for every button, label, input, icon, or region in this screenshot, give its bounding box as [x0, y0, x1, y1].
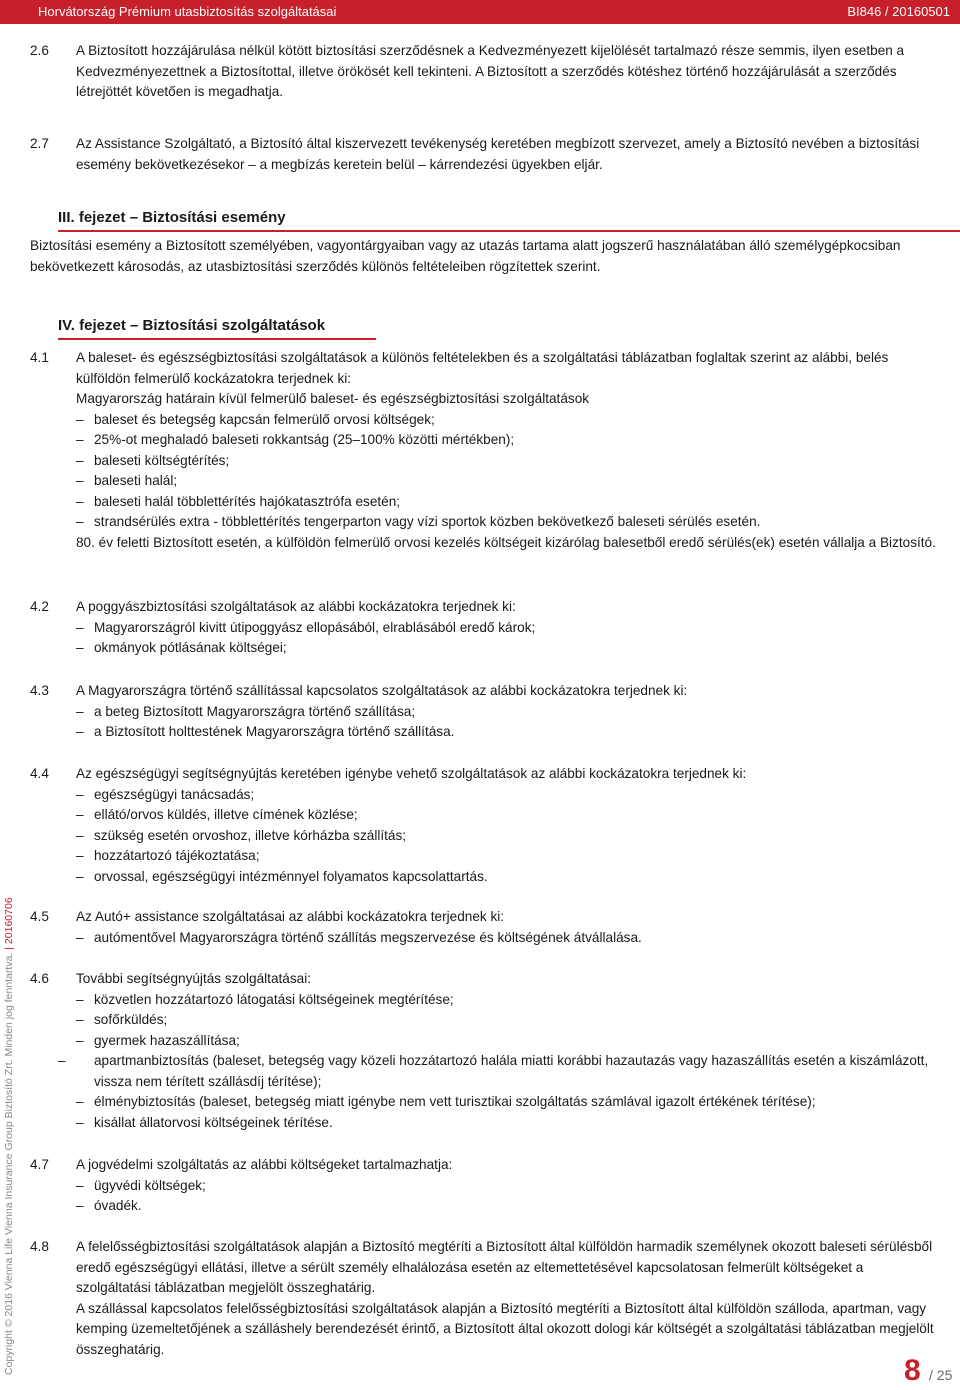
section-number: 4.6 — [30, 971, 49, 986]
list-item: – hozzátartozó tájékoztatása; — [76, 848, 260, 864]
list-item: – Magyarországról kivitt útipoggyász ellopásából, elrablásából eredő károk; — [76, 619, 536, 635]
heading-underline — [58, 230, 960, 232]
item-list — [76, 1176, 938, 1217]
page-total: / 25 — [929, 1367, 953, 1383]
section-intro: További segítségnyújtás szolgáltatásai: — [76, 971, 312, 986]
heading-underline — [58, 338, 376, 340]
list-item: – baleseti halál többlettérítés hajókatasztrófa esetén; — [76, 493, 401, 509]
section-text: Az Assistance Szolgáltató, a Biztosító által kiszervezett tevékenység keretében megbízott szervezet, amely a Biztosító nevében a biztosítási esemény bekövetkezésekor – a megbízás keretein belül – kárrendezési ügyekben eljár. — [76, 136, 920, 172]
chapter-3-text: Biztosítási esemény a Biztosított személyében, vagyontárgyaiban vagy az utazás tartama alatt jogszerű használatában álló személygépkocsiban bekövetkezett károsodás, az utasbiztosítási szerződés különös feltételeiben rögzítettek szerint. — [30, 238, 901, 274]
section-intro: A baleset- és egészségbiztosítási szolgáltatások a különös feltételekben és a szolgáltatási táblázatban foglaltak szerint az alábbi, belés külföldön felmerülő kockázatokra terjednek ki: — [76, 350, 889, 386]
section-number: 2.7 — [30, 136, 49, 151]
section-number: 4.7 — [30, 1157, 49, 1172]
section-4-3 — [30, 681, 938, 743]
section-intro: Az egészségügyi segítségnyújtás keretében igénybe vehető szolgáltatások az alábbi kockázatokra terjednek ki: — [76, 766, 747, 781]
section-closing: 80. év feletti Biztosított esetén, a külföldön felmerülő orvosi kezelés költségeit kizárólag balesetből eredő sérülés(ek) esetén vállalja a Biztosító. — [76, 535, 936, 551]
item-list — [76, 618, 938, 659]
section-number: 4.1 — [30, 350, 49, 365]
header-bar — [0, 0, 960, 24]
list-item: – gyermek hazaszállítása; — [76, 1032, 240, 1048]
list-item: – okmányok pótlásának költségei; — [76, 640, 287, 656]
list-item: – baleseti halál; — [76, 473, 178, 489]
list-item: – közvetlen hozzátartozó látogatási költségeinek megtérítése; — [76, 991, 454, 1007]
list-item: – baleset és betegség kapcsán felmerülő orvosi költségek; — [76, 411, 435, 427]
section-4-2 — [30, 597, 938, 659]
section-paragraph: A felelősségbiztosítási szolgáltatások alapján a Biztosító megtéríti a Biztosított által külföldön harmadik személynek okozott baleseti sérülésből eredő egészségügyi ellátási, illetve a sérült személy elhalálozása esetén az eltemettetésével kapcsolatosan felmerült költségeket a szolgáltatási táblázatban megjelölt összeghatárig. — [76, 1239, 933, 1295]
list-item: – apartmanbiztosítás (baleset, betegség vagy közeli hozzátartozó halála miatti korábbi hazautazás vagy hazaszállítás esetén a kiszámlázott, vissza nem térített szállásdíj térítése); — [58, 1053, 929, 1089]
list-item: – autómentővel Magyarországra történő szállítás megszervezése és költségének átvállalása. — [76, 929, 642, 945]
section-2-7 — [30, 134, 938, 175]
list-item: – a Biztosított holttestének Magyarországra történő szállítása. — [76, 724, 455, 740]
list-item: – ügyvédi költségek; — [76, 1177, 206, 1193]
chapter-4-heading — [58, 316, 325, 336]
list-item: – a beteg Biztosított Magyarországra történő szállítása; — [76, 703, 416, 719]
version-number: 20160706 — [3, 897, 15, 945]
separator: | — [3, 946, 15, 950]
list-item: – kisállat állatorvosi költségeinek térítése. — [76, 1115, 333, 1131]
list-item: – orvossal, egészségügyi intézménnyel folyamatos kapcsolattartás. — [76, 868, 488, 884]
document-code: BI846 / 20160501 — [847, 4, 950, 19]
list-item: – szükség esetén orvoshoz, illetve kórházba szállítás; — [76, 827, 407, 843]
list-item: – ellátó/orvos küldés, illetve címének közlése; — [76, 807, 358, 823]
section-intro: A Magyarországra történő szállítással kapcsolatos szolgáltatások az alábbi kockázatokra terjednek ki: — [76, 683, 688, 698]
list-item: – óvadék. — [76, 1198, 142, 1214]
section-number: 4.8 — [30, 1239, 49, 1254]
section-4-1 — [30, 348, 938, 554]
section-number: 4.5 — [30, 909, 49, 924]
copyright-text: Copyright © 2016 Vienna Life Vienna Insurance Group Biztosító Zrt. Minden jog fenntartva. — [3, 952, 15, 1375]
section-4-8 — [30, 1237, 936, 1360]
section-4-4 — [30, 764, 938, 887]
section-number: 2.6 — [30, 43, 49, 58]
section-intro: A jogvédelmi szolgáltatás az alábbi költségeket tartalmazhatja: — [76, 1157, 453, 1172]
section-intro: Az Autó+ assistance szolgáltatásai az alábbi kockázatokra terjednek ki: — [76, 909, 505, 924]
section-number: 4.4 — [30, 766, 49, 781]
section-intro: A poggyászbiztosítási szolgáltatások az alábbi kockázatokra terjednek ki: — [76, 599, 516, 614]
chapter-title: III. fejezet – Biztosítási esemény — [58, 209, 286, 226]
list-item: – strandsérülés extra - többlettérítés tengerparton vagy vízi sportok közben bekövetkező baleseti sérülés esetén. — [76, 514, 761, 530]
section-4-7 — [30, 1155, 938, 1217]
section-number: 4.3 — [30, 683, 49, 698]
list-item: – egészségügyi tanácsadás; — [76, 786, 255, 802]
list-item: – baleseti költségtérítés; — [76, 452, 230, 468]
chapter-3-heading — [58, 208, 286, 228]
list-item: – 25%-ot meghaladó baleseti rokkantság (25–100% közötti mértékben); — [76, 432, 515, 448]
item-list — [76, 785, 938, 888]
list-item: – sofőrküldés; — [76, 1012, 168, 1028]
section-number: 4.2 — [30, 599, 49, 614]
list-item: – élménybiztosítás (baleset, betegség miatt igénybe nem vett turisztikai szolgáltatás számlával igazolt értékének térítése); — [76, 1094, 816, 1110]
section-2-6 — [30, 41, 938, 103]
section-4-5 — [30, 907, 938, 948]
copyright-vertical — [3, 897, 15, 1375]
section-text: A Biztosított hozzájárulása nélkül kötött biztosítási szerződésnek a Kedvezményezett kijelölését tartalmazó része semmis, ilyen esetben a Kedvezményezettnek a Biztosítottal, illetve örökösét kell tekinteni. A Biztosított a szerződés kötéshez történő hozzájárulását a szerződés létrejöttét követően is megadhatja. — [76, 43, 905, 99]
section-paragraph: A szállással kapcsolatos felelősségbiztosítási szolgáltatások alapján a Biztosító megtéríti a Biztosított által külföldön szálloda, apartman, vagy kemping üzemeltetőjének a szálláshely berendezését érintő, a Biztosított által okozott dologi kár költségét a szolgáltatási táblázatban megjelölt összeghatárig. — [76, 1300, 934, 1357]
item-list — [76, 928, 938, 949]
item-list — [76, 702, 938, 743]
chapter-title: IV. fejezet – Biztosítási szolgáltatások — [58, 317, 326, 334]
section-subtitle: Magyarország határain kívül felmerülő baleset- és egészségbiztosítási szolgáltatások — [76, 391, 590, 406]
document-title: Horvátország Prémium utasbiztosítás szolgáltatásai — [38, 4, 337, 19]
section-4-6 — [30, 969, 938, 1134]
page-number: 8 — [904, 1354, 921, 1387]
item-list — [58, 990, 938, 1134]
item-list — [76, 410, 938, 534]
